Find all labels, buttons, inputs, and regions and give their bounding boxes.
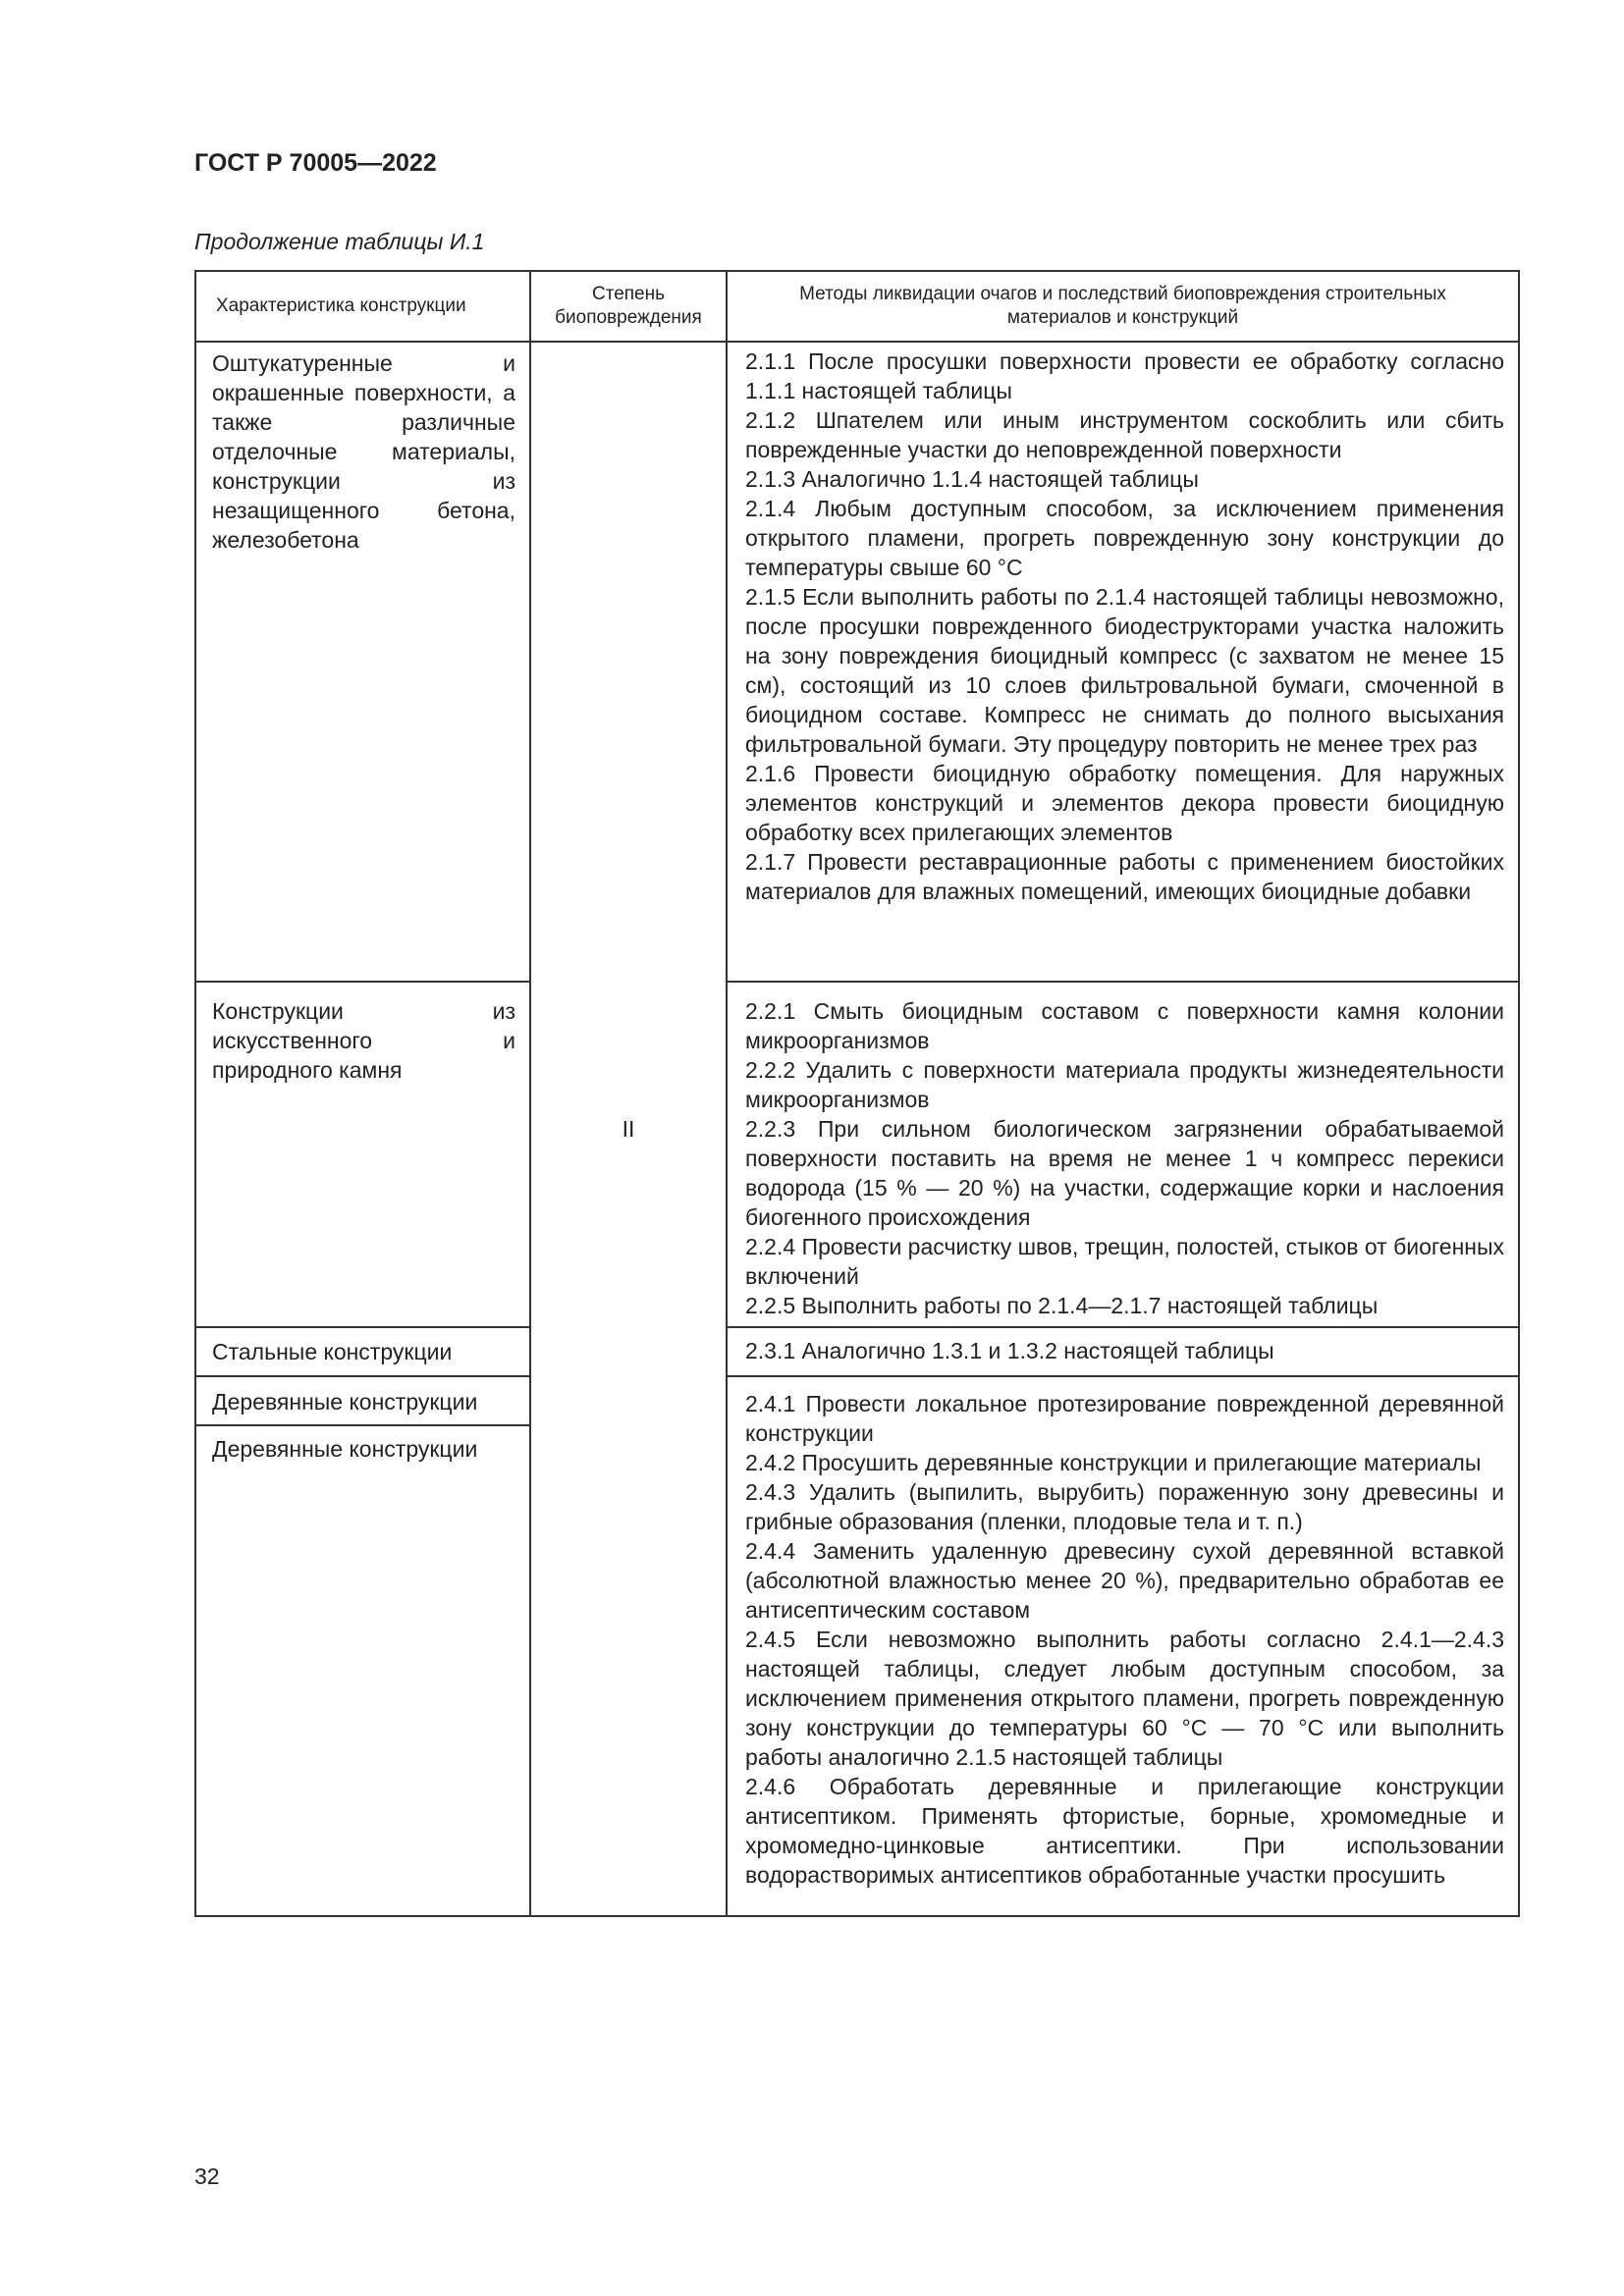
characteristic-text-repeat: Деревянные конструкции — [212, 1436, 478, 1462]
table-header-row — [195, 271, 1519, 342]
method-item: 2.2.4 Провести расчистку швов, трещин, полостей, стыков от биогенных включений — [745, 1234, 1504, 1289]
method-item: 2.1.7 Провести реставрационные работы с применением биостойких материалов для влажных помещений, имеющих биоцидные добавки — [745, 849, 1504, 904]
method-item: 2.4.4 Заменить удаленную древесину сухой деревянной вставкой (абсолютной влажностью менее 20 %), предварительно обработав ее антисептическим составом — [745, 1538, 1504, 1623]
column-header-characteristic: Характеристика конструкции — [195, 271, 530, 342]
column-header-methods — [727, 271, 1519, 342]
characteristic-cell: Конструкции из искусственного и природного камня — [195, 982, 530, 1327]
method-item: 2.1.5 Если выполнить работы по 2.1.4 настоящей таблицы невозможно, после просушки поврежденного биодеструкторами участка наложить на зону повреждения биоцидный компресс (с захватом не менее 15 см), состоящий из 10 слоев фильтровальной бумаги, смоченной в биоцидном составе. Компресс не снимать до полного высыхания фильтровальной бумаги. Эту процедуру повторить не менее трех раз — [745, 584, 1504, 757]
methods-table — [194, 270, 1520, 1917]
method-item: 2.1.2 Шпателем или иным инструментом соскоблить или сбить поврежденные участки до неповрежденной поверхности — [745, 407, 1504, 462]
characteristic-cell: Стальные конструкции — [195, 1327, 530, 1376]
document-header: ГОСТ Р 70005—2022 — [194, 149, 437, 177]
methods-cell — [727, 1327, 1519, 1376]
characteristic-text: Деревянные конструкции — [196, 1377, 529, 1426]
column-header-degree — [530, 271, 727, 342]
method-item: 2.4.1 Провести локальное протезирование поврежденной деревянной конструкции — [745, 1391, 1504, 1446]
column-header-degree-label: Степень биоповреждения — [555, 284, 702, 328]
method-item: 2.2.3 При сильном биологическом загрязнении обрабатываемой поверхности поставить на время не менее 1 ч компресс перекиси водорода (15 % — 20 %) на участки, содержащие корки и наслоения биогенного происхождения — [745, 1116, 1504, 1230]
method-item: 2.2.1 Смыть биоцидным составом с поверхности камня колонии микроорганизмов — [745, 998, 1504, 1053]
method-item: 2.1.3 Аналогично 1.1.4 настоящей таблицы — [745, 466, 1199, 492]
characteristic-cell — [195, 1376, 530, 1916]
methods-cell — [727, 342, 1519, 982]
method-item: 2.2.5 Выполнить работы по 2.1.4—2.1.7 настоящей таблицы — [745, 1293, 1379, 1318]
page-number: 32 — [194, 2163, 220, 2189]
method-item: 2.2.2 Удалить с поверхности материала продукты жизнедеятельности микроорганизмов — [745, 1057, 1504, 1112]
degree-cell: II — [530, 342, 727, 1916]
table-row — [195, 1376, 1519, 1916]
method-item: 2.4.6 Обработать деревянные и прилегающие конструкции антисептиком. Применять фтористые, борные, хромомедные и хромомедно-цинковые антисептики. При использовании водорастворимых антисептиков обработанные участки просушить — [745, 1774, 1504, 1888]
column-header-methods-label: Методы ликвидации очагов и последствий биоповреждения строительных материалов и конструкций — [799, 284, 1446, 328]
table-row — [195, 342, 1519, 982]
method-item: 2.1.1 После просушки поверхности провести ее обработку согласно 1.1.1 настоящей таблицы — [745, 348, 1504, 403]
method-item: 2.4.2 Просушить деревянные конструкции и прилегающие материалы — [745, 1450, 1482, 1475]
characteristic-cell: Оштукатуренные и окрашенные поверхности, а также различные отделочные материалы, конструкции из незащищенного бетона, железобетона — [195, 342, 530, 982]
method-item: 2.4.5 Если невозможно выполнить работы согласно 2.4.1—2.4.3 настоящей таблицы, следует любым доступным способом, за исключением применения открытого пламени, прогреть поврежденную зону конструкции до температуры 60 °C — 70 °C или выполнить работы аналогично 2.1.5 настоящей таблицы — [745, 1627, 1504, 1770]
method-item: 2.1.4 Любым доступным способом, за исключением применения открытого пламени, прогреть поврежденную зону конструкции до температуры свыше 60 °C — [745, 496, 1504, 580]
table-row — [195, 982, 1519, 1327]
methods-cell — [727, 1376, 1519, 1916]
method-item: 2.3.1 Аналогично 1.3.1 и 1.3.2 настоящей таблицы — [745, 1338, 1274, 1363]
method-item: 2.1.6 Провести биоцидную обработку помещения. Для наружных элементов конструкций и элементов декора провести биоцидную обработку всех прилегающих элементов — [745, 761, 1504, 845]
method-item: 2.4.3 Удалить (выпилить, вырубить) пораженную зону древесины и грибные образования (пленки, плодовые тела и т. п.) — [745, 1479, 1504, 1534]
methods-cell — [727, 982, 1519, 1327]
table-row — [195, 1327, 1519, 1376]
table-caption: Продолжение таблицы И.1 — [194, 229, 485, 254]
